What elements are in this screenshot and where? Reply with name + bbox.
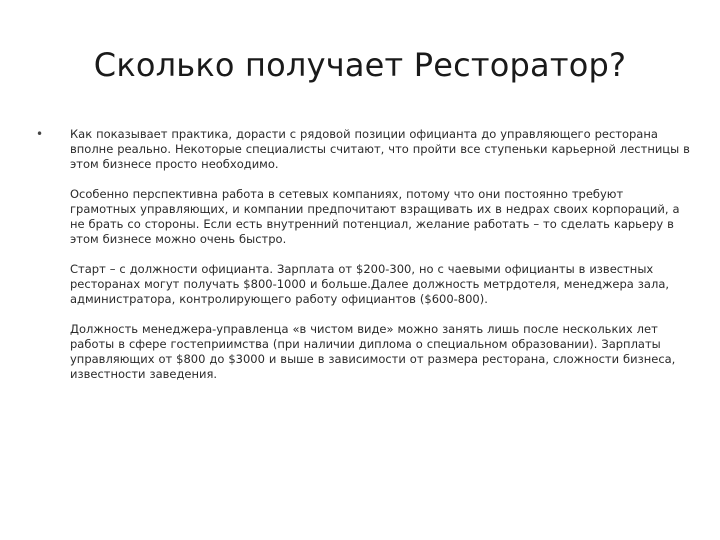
slide-body (70, 127, 690, 397)
paragraph-start-salary: Старт – с должности официанта. Зарплата от $200-300, но с чаевыми официанты в известных ресторанах могут получать $800-1000 и больше.Далее должность метрдотеля, менеджера зала, администратора, контролирующего работу официантов ($600-800). (70, 262, 670, 306)
paragraph-chain-companies: Особенно перспективна работа в сетевых компаниях, потому что они постоянно требуют грамотных управляющих, и компании предпочитают взращивать их в недрах своих корпораций, а не брать со стороны. Если есть внутренний потенциал, желание работать – то сделать карьеру в этом бизнесе можно очень быстро. (70, 187, 680, 246)
paragraph-career-path: Как показывает практика, дорасти с рядовой позиции официанта до управляющего ресторана вполне реально. Некоторые специалисты считают, что пройти все ступеньки карьерной лестницы в этом бизнесе просто необходимо. (70, 127, 690, 171)
paragraph-manager-salary: Должность менеджера-управленца «в чистом виде» можно занять лишь после нескольких лет работы в сфере гостеприимства (при наличии диплома о специальном образовании). Зарплаты управляющих от $800 до $3000 и выше в зависимости от размера ресторана, сложности бизнеса, известности заведения. (70, 322, 676, 381)
slide-title: Сколько получает Ресторатор? (93, 46, 627, 84)
bullet-marker: • (36, 127, 44, 141)
